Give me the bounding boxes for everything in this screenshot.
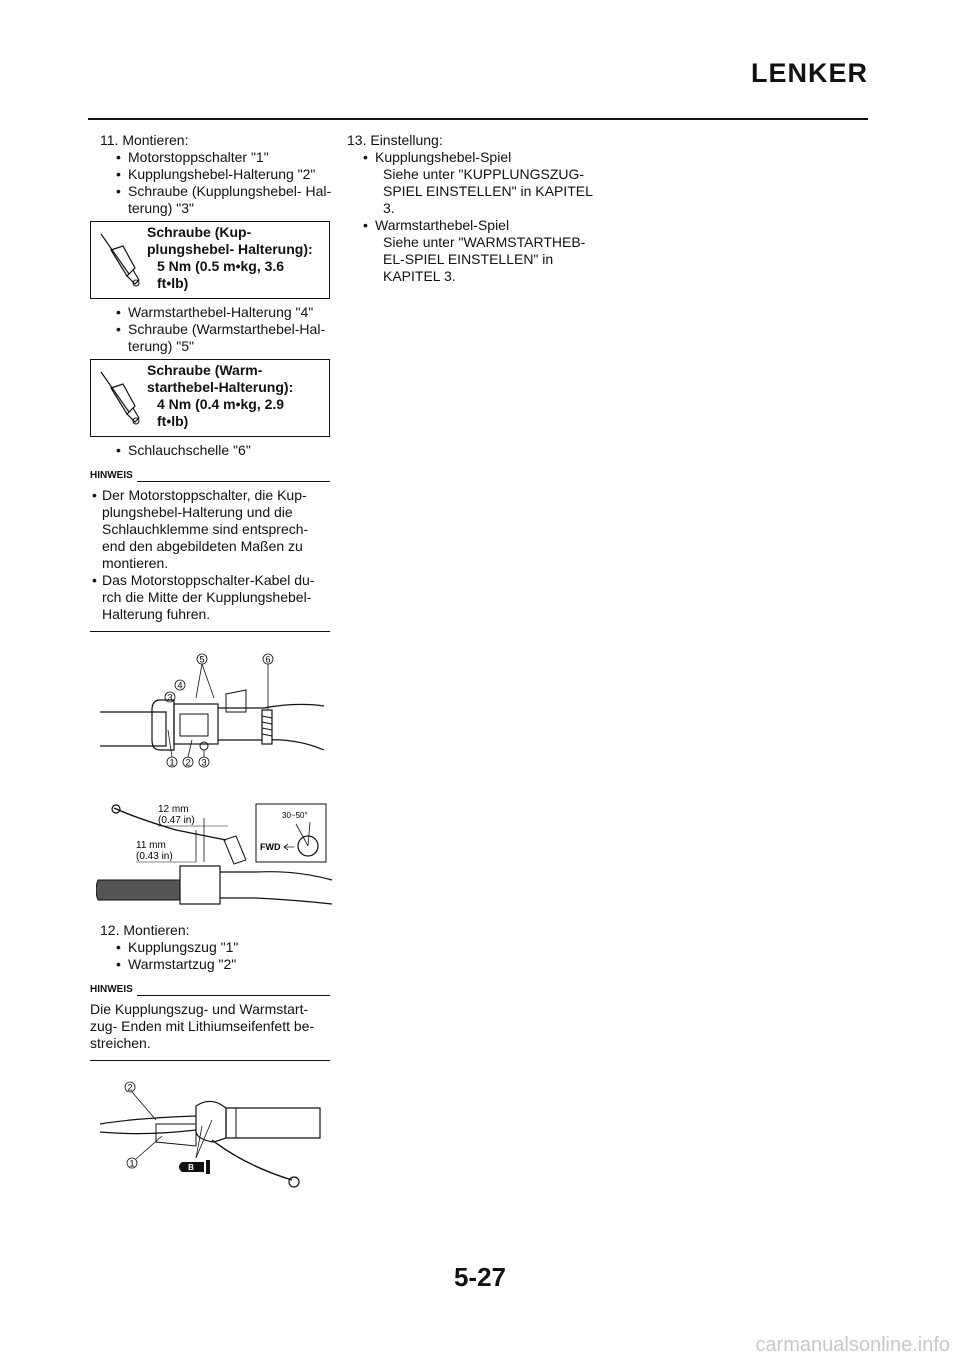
step-12-section <box>90 922 332 1061</box>
spec2-line3: 4 Nm (0.4 m•kg, 2.9 <box>157 396 285 412</box>
step-11-item-5-line1: • Schraube (Warmstarthebel-Hal- <box>128 321 326 337</box>
torque-spec-text-2 <box>147 362 293 430</box>
step-13-item-1-ref <box>347 166 607 217</box>
spec1-line4: ft•lb) <box>157 275 189 291</box>
step-11-item-1: • Motorstoppschalter "1" <box>100 149 332 166</box>
s13-b1-l3: 3. <box>383 200 395 216</box>
clutch-lever-drawing <box>96 800 336 910</box>
header-rule <box>88 118 868 120</box>
spec2-line4: ft•lb) <box>157 413 189 429</box>
spec2-line2: starthebel-Halterung): <box>147 379 294 395</box>
s13-b1-l1: Siehe unter "KUPPLUNGSZUG- <box>383 166 585 182</box>
fig3-label-2: 2 <box>127 1082 133 1093</box>
step-11-item-3-line2: terung) "3" <box>128 200 194 216</box>
right-column <box>347 132 607 285</box>
step-13-title: 13. Einstellung: <box>347 132 443 148</box>
note-b2-l1: • Das Motorstoppschalter-Kabel du- <box>102 572 315 588</box>
fig2-dim1-in: (0.47 in) <box>158 815 195 826</box>
fig1-label-3b: 3 <box>201 757 207 768</box>
note-b1-l4: end den abgebildeten Maßen zu <box>102 538 303 554</box>
fig2-dim1-mm: 12 mm <box>158 804 189 815</box>
cable-lubrication-drawing <box>96 1076 328 1196</box>
fig3-lube-label: B <box>188 1163 194 1172</box>
fig1-label-4: 4 <box>177 680 183 691</box>
fig2-fwd-label: FWD <box>260 842 281 852</box>
fig3-label-1: 1 <box>129 1158 135 1169</box>
note-b2-l3: Halterung fuhren. <box>102 606 211 622</box>
note2-l3: streichen. <box>90 1035 151 1051</box>
step-11-item-3-line1: • Schraube (Kupplungshebel- Hal- <box>128 183 332 199</box>
forward-arrow-icon <box>284 844 294 850</box>
watermark: carmanualsonline.info <box>755 1334 950 1356</box>
step-11-item-4: • Warmstarthebel-Halterung "4" <box>100 304 332 321</box>
note-block-1 <box>90 467 330 632</box>
torque-wrench-icon <box>97 228 143 292</box>
cable-lubrication-figure <box>96 1076 328 1196</box>
step-11-item-5 <box>100 321 332 355</box>
step-13-item-1: • Kupplungshebel-Spiel <box>347 149 607 166</box>
note-bullet-2 <box>90 572 330 623</box>
note-label: HINWEIS <box>90 470 133 481</box>
s13-b2-l1: Siehe unter "WARMSTARTHEB- <box>383 234 586 250</box>
step-13-item-2-ref <box>347 234 607 285</box>
note-bullet-1 <box>90 487 330 572</box>
torque-spec-text-1 <box>147 224 313 292</box>
page-title: LENKER <box>750 58 868 88</box>
note-b1-l5: montieren. <box>102 555 169 571</box>
clutch-lever-dimension-figure <box>96 800 336 910</box>
step-11-item-2: • Kupplungshebel-Halterung "2" <box>100 166 332 183</box>
left-column <box>90 132 332 632</box>
fig2-dim2-in: (0.43 in) <box>136 851 173 862</box>
note-label-2: HINWEIS <box>90 984 133 995</box>
note-body <box>90 484 330 632</box>
torque-spec-box-2 <box>90 359 330 437</box>
spec1-line2: plungshebel- Halterung): <box>147 241 313 257</box>
step-11-title: 11. Montieren: <box>100 132 189 148</box>
note-b1-l3: Schlauchklemme sind entsprech- <box>102 521 309 537</box>
handlebar-switch-figure <box>96 650 328 776</box>
handlebar-switch-drawing <box>96 650 328 776</box>
note2-l1: Die Kupplungszug- und Warmstart- <box>90 1001 309 1017</box>
note-b2-l2: rch die Mitte der Kupplungshebel- <box>102 589 312 605</box>
fig2-dim2-mm: 11 mm <box>136 840 166 851</box>
note2-l2: zug- Enden mit Lithiumseifenfett be- <box>90 1018 315 1034</box>
fig1-label-6: 6 <box>265 654 271 665</box>
step-12-item-1: • Kupplungszug "1" <box>100 939 332 956</box>
step-11-item-6: • Schlauchschelle "6" <box>100 442 332 459</box>
step-11-item-5-line2: terung) "5" <box>128 338 194 354</box>
torque-wrench-icon <box>97 366 143 430</box>
fig1-label-3a: 3 <box>167 692 173 703</box>
s13-b2-l3: KAPITEL 3. <box>383 268 456 284</box>
fig2-angle-label: 30~50° <box>282 811 308 820</box>
spec2-line1: Schraube (Warm- <box>147 362 263 378</box>
note-body-2 <box>90 998 330 1061</box>
torque-spec-box-1 <box>90 221 330 299</box>
step-11-item-3 <box>100 183 332 217</box>
note-block-2 <box>90 981 330 1061</box>
note-b1-l1: • Der Motorstoppschalter, die Kup- <box>102 487 307 503</box>
note-heading-2 <box>90 981 330 998</box>
fig1-label-2: 2 <box>185 757 191 768</box>
s13-b1-l2: SPIEL EINSTELLEN" in KAPITEL <box>383 183 593 199</box>
s13-b2-l2: EL-SPIEL EINSTELLEN" in <box>383 251 554 267</box>
step-12-title: 12. Montieren: <box>100 922 190 938</box>
spec1-line1: Schraube (Kup- <box>147 224 252 240</box>
step-12-item-2: • Warmstartzug "2" <box>100 956 332 973</box>
fig1-label-5: 5 <box>199 654 205 665</box>
page-number: 5-27 <box>453 1262 507 1292</box>
step-13-item-2: • Warmstarthebel-Spiel <box>347 217 607 234</box>
fig1-label-1: 1 <box>169 757 175 768</box>
note-b1-l2: plungshebel-Halterung und die <box>102 504 293 520</box>
spec1-line3: 5 Nm (0.5 m•kg, 3.6 <box>157 258 285 274</box>
note-heading <box>90 467 330 484</box>
